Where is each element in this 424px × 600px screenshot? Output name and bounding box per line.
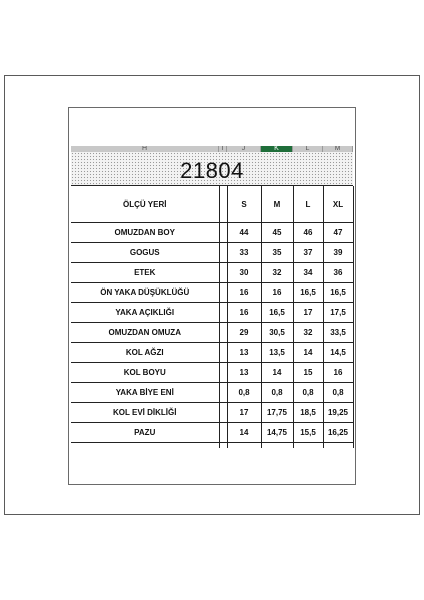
column-header-l: L xyxy=(293,146,323,152)
table-row xyxy=(71,403,353,423)
value-cell-l: 37 xyxy=(293,243,323,263)
empty-cell xyxy=(71,443,219,449)
value-cell-s: 44 xyxy=(227,223,261,243)
spreadsheet-image xyxy=(68,107,356,485)
title-band xyxy=(71,152,353,186)
value-cell-s: 16 xyxy=(227,303,261,323)
spacer-cell xyxy=(219,403,227,423)
table-row xyxy=(71,323,353,343)
column-header-i: I xyxy=(219,146,227,152)
size-header-m: M xyxy=(261,186,293,223)
value-cell-l: 32 xyxy=(293,323,323,343)
table-header-row xyxy=(71,186,353,223)
table-row xyxy=(71,303,353,323)
value-cell-xl: 36 xyxy=(323,263,353,283)
value-cell-s: 0,8 xyxy=(227,383,261,403)
value-cell-xl: 16,25 xyxy=(323,423,353,443)
value-cell-m: 14 xyxy=(261,363,293,383)
value-cell-xl: 14,5 xyxy=(323,343,353,363)
spacer-cell xyxy=(219,343,227,363)
spacer-cell xyxy=(219,363,227,383)
product-code-title: 21804 xyxy=(180,158,244,183)
size-chart-table xyxy=(71,186,354,448)
value-cell-s: 30 xyxy=(227,263,261,283)
value-cell-s: 13 xyxy=(227,363,261,383)
spacer-cell xyxy=(219,383,227,403)
value-cell-s: 14 xyxy=(227,423,261,443)
table-row xyxy=(71,223,353,243)
table-row xyxy=(71,243,353,263)
value-cell-l: 0,8 xyxy=(293,383,323,403)
empty-grid-row xyxy=(71,443,353,449)
value-cell-m: 16,5 xyxy=(261,303,293,323)
table-row xyxy=(71,423,353,443)
value-cell-l: 18,5 xyxy=(293,403,323,423)
spacer-cell xyxy=(219,323,227,343)
value-cell-xl: 17,5 xyxy=(323,303,353,323)
spacer-cell xyxy=(219,223,227,243)
value-cell-xl: 16 xyxy=(323,363,353,383)
measurement-label: OMUZDAN BOY xyxy=(71,223,219,243)
measurement-label: YAKA BİYE ENİ xyxy=(71,383,219,403)
value-cell-m: 35 xyxy=(261,243,293,263)
empty-cell xyxy=(227,443,261,449)
column-header-h: H xyxy=(71,146,219,152)
value-cell-xl: 0,8 xyxy=(323,383,353,403)
measurement-header: ÖLÇÜ YERİ xyxy=(71,186,219,223)
value-cell-m: 0,8 xyxy=(261,383,293,403)
value-cell-xl: 33,5 xyxy=(323,323,353,343)
value-cell-l: 34 xyxy=(293,263,323,283)
spacer-cell xyxy=(219,186,227,223)
value-cell-l: 16,5 xyxy=(293,283,323,303)
value-cell-m: 13,5 xyxy=(261,343,293,363)
table-row xyxy=(71,263,353,283)
spacer-cell xyxy=(219,303,227,323)
measurement-label: ETEK xyxy=(71,263,219,283)
value-cell-xl: 19,25 xyxy=(323,403,353,423)
value-cell-m: 17,75 xyxy=(261,403,293,423)
value-cell-m: 30,5 xyxy=(261,323,293,343)
size-header-xl: XL xyxy=(323,186,353,223)
value-cell-l: 46 xyxy=(293,223,323,243)
table-row xyxy=(71,283,353,303)
measurement-label: PAZU xyxy=(71,423,219,443)
value-cell-l: 17 xyxy=(293,303,323,323)
value-cell-l: 14 xyxy=(293,343,323,363)
value-cell-xl: 16,5 xyxy=(323,283,353,303)
value-cell-s: 29 xyxy=(227,323,261,343)
value-cell-xl: 39 xyxy=(323,243,353,263)
table-row xyxy=(71,383,353,403)
value-cell-m: 14,75 xyxy=(261,423,293,443)
column-header-k: K xyxy=(261,146,293,152)
column-header-m: M xyxy=(323,146,353,152)
measurement-label: KOL BOYU xyxy=(71,363,219,383)
measurement-label: OMUZDAN OMUZA xyxy=(71,323,219,343)
spacer-cell xyxy=(219,243,227,263)
value-cell-s: 33 xyxy=(227,243,261,263)
value-cell-s: 13 xyxy=(227,343,261,363)
table-row xyxy=(71,343,353,363)
table-row xyxy=(71,363,353,383)
measurement-label: KOL EVİ DİKLİĞİ xyxy=(71,403,219,423)
empty-cell xyxy=(293,443,323,449)
spacer-cell xyxy=(219,263,227,283)
value-cell-l: 15 xyxy=(293,363,323,383)
empty-cell xyxy=(261,443,293,449)
value-cell-m: 45 xyxy=(261,223,293,243)
value-cell-s: 17 xyxy=(227,403,261,423)
measurement-label: GOGUS xyxy=(71,243,219,263)
value-cell-m: 16 xyxy=(261,283,293,303)
measurement-label: ÖN YAKA DÜŞÜKLÜĞÜ xyxy=(71,283,219,303)
empty-cell xyxy=(323,443,353,449)
measurement-label: YAKA AÇIKLIĞI xyxy=(71,303,219,323)
size-header-l: L xyxy=(293,186,323,223)
empty-cell xyxy=(219,443,227,449)
value-cell-s: 16 xyxy=(227,283,261,303)
spacer-cell xyxy=(219,423,227,443)
size-header-s: S xyxy=(227,186,261,223)
value-cell-m: 32 xyxy=(261,263,293,283)
spacer-cell xyxy=(219,283,227,303)
value-cell-l: 15,5 xyxy=(293,423,323,443)
value-cell-xl: 47 xyxy=(323,223,353,243)
column-header-j: J xyxy=(227,146,261,152)
measurement-label: KOL AĞZI xyxy=(71,343,219,363)
